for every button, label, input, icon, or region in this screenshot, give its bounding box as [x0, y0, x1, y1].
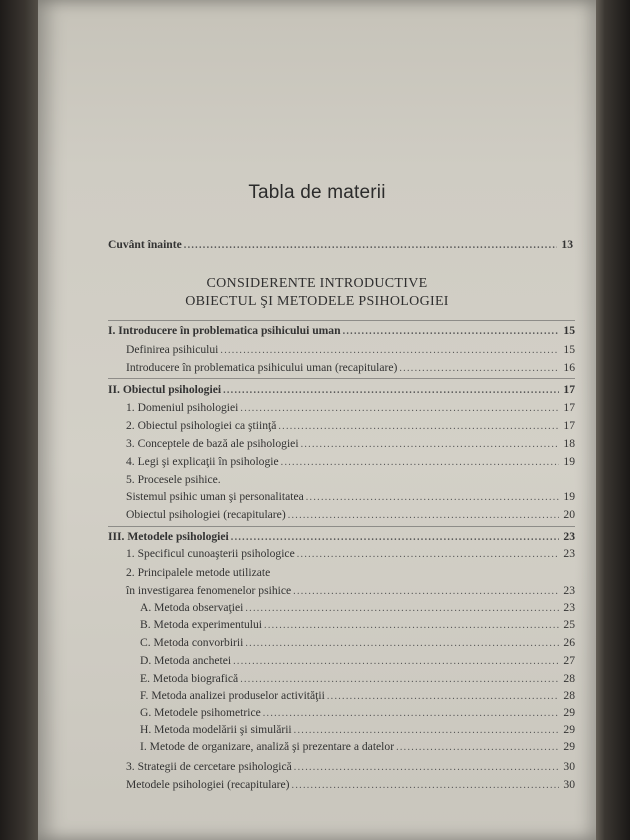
toc-entry-page: 28 [563, 672, 575, 685]
toc-entry [126, 508, 575, 523]
dot-leader [327, 690, 559, 704]
dot-leader [294, 761, 559, 775]
toc-entry-label: 1. Domeniul psihologiei [126, 401, 239, 414]
dot-leader [297, 548, 559, 562]
dot-leader [343, 325, 559, 339]
toc-subentry [140, 706, 575, 721]
toc-entry-label: Sistemul psihic uman şi personalitatea [126, 490, 304, 503]
toc-entry-page: 30 [563, 778, 575, 791]
toc-entry-label: Obiectul psihologiei (recapitulare) [126, 508, 286, 521]
toc-entry-page: 27 [563, 654, 575, 667]
dot-leader [240, 673, 559, 687]
dot-leader [231, 531, 559, 545]
toc-entry-foreword [108, 238, 573, 253]
toc-entry-label: A. Metoda observaţiei [140, 601, 244, 614]
toc-entry-page: 23 [563, 584, 575, 597]
dot-leader [240, 402, 559, 416]
toc-entry-page: 13 [561, 238, 573, 251]
dot-leader [399, 362, 559, 376]
toc-subentry [140, 740, 575, 755]
toc-entry [126, 584, 575, 599]
toc-entry-page: 23 [563, 547, 575, 560]
book-gutter-shadow [0, 0, 42, 840]
toc-entry-page: 23 [563, 601, 575, 614]
dot-leader [184, 239, 557, 253]
toc-subentry [140, 689, 575, 704]
toc-subentry [140, 636, 575, 651]
toc-subentry [140, 601, 575, 616]
toc-entry-label: Cuvânt înainte [108, 238, 182, 251]
toc-entry-label: Introducere în problematica psihicului uman (recapitulare) [126, 361, 398, 374]
toc-entry-label: 4. Legi şi explicaţii în psihologie [126, 455, 279, 468]
toc-subentry [140, 654, 575, 669]
dot-leader [245, 637, 559, 651]
toc-entry [126, 437, 575, 452]
toc-entry-page: 30 [563, 760, 575, 773]
dot-leader [264, 619, 559, 633]
toc-entry-page: 17 [563, 401, 575, 414]
toc-entry-label: Metodele psihologiei (recapitulare) [126, 778, 290, 791]
toc-chapter-1 [108, 324, 575, 339]
toc-entry-page: 17 [563, 419, 575, 432]
toc-entry-page: 19 [563, 455, 575, 468]
dot-leader [396, 741, 559, 755]
toc-chapter-title: II. Obiectul psihologiei [108, 383, 222, 396]
toc-entry-label: 2. Obiectul psihologiei ca ştiinţă [126, 419, 277, 432]
dot-leader [292, 779, 559, 793]
toc-entry-label: 3. Conceptele de bază ale psihologiei [126, 437, 299, 450]
toc-chapter-page: 23 [563, 530, 575, 543]
toc-entry-page: 29 [563, 706, 575, 719]
toc-entry [126, 778, 575, 793]
toc-entry-page: 15 [563, 343, 575, 356]
toc-entry-label: D. Metoda anchetei [140, 654, 232, 667]
toc-subentry [140, 672, 575, 687]
toc-entry-page: 20 [563, 508, 575, 521]
section-heading-line-2: OBIECTUL ŞI METODELE PSIHOLOGIEI [185, 294, 449, 309]
chapter-divider [108, 378, 575, 379]
toc-entry [126, 547, 575, 562]
dot-leader [306, 491, 559, 505]
toc-entry-label: F. Metoda analizei produselor activităţii [140, 689, 325, 702]
toc-chapter-title: I. Introducere în problematica psihicului uman [108, 324, 341, 337]
toc-entry [126, 473, 575, 487]
toc-entry [126, 490, 575, 505]
toc-entry [126, 455, 575, 470]
book-page [38, 0, 596, 840]
toc-entry [126, 760, 575, 775]
toc-chapter-title: III. Metodele psihologiei [108, 530, 229, 543]
toc-entry-label: Definirea psihicului [126, 343, 219, 356]
toc-entry-label: 2. Principalele metode utilizate [126, 566, 271, 579]
toc-entry [126, 401, 575, 416]
section-heading-line-1: CONSIDERENTE INTRODUCTIVE [206, 276, 428, 291]
toc-subentry [140, 723, 575, 738]
dot-leader [278, 420, 559, 434]
toc-entry-page: 19 [563, 490, 575, 503]
toc-entry-label: I. Metode de organizare, analiză şi prezentare a datelor [140, 740, 395, 753]
toc-entry-label: 1. Specificul cunoaşterii psihologice [126, 547, 295, 560]
toc-entry-page: 29 [563, 740, 575, 753]
toc-entry [126, 419, 575, 434]
toc-entry-label: G. Metodele psihometrice [140, 706, 261, 719]
dot-leader [233, 655, 559, 669]
toc-entry-label: 5. Procesele psihice. [126, 473, 221, 486]
dot-leader [294, 724, 559, 738]
dot-leader [288, 509, 559, 523]
dot-leader [293, 585, 559, 599]
toc-entry-label: C. Metoda convorbirii [140, 636, 244, 649]
toc-entry-page: 29 [563, 723, 575, 736]
toc-entry-page: 25 [563, 618, 575, 631]
toc-entry-page: 18 [563, 437, 575, 450]
dot-leader [220, 344, 559, 358]
toc-chapter-3 [108, 530, 575, 545]
toc-subentry [140, 618, 575, 633]
dot-leader [223, 384, 559, 398]
page-title: Tabla de materii [248, 182, 386, 203]
book-edge-shadow [594, 0, 630, 840]
toc-entry-label: H. Metoda modelării şi simulării [140, 723, 292, 736]
dot-leader [281, 456, 559, 470]
toc-entry-label: E. Metoda biografică [140, 672, 239, 685]
dot-leader [301, 438, 559, 452]
toc-entry-label: 3. Strategii de cercetare psihologică [126, 760, 292, 773]
toc-entry-label: în investigarea fenomenelor psihice [126, 584, 292, 597]
toc-entry-page: 28 [563, 689, 575, 702]
chapter-divider [108, 320, 575, 321]
dot-leader [263, 707, 559, 721]
toc-entry [126, 343, 575, 358]
toc-chapter-page: 17 [563, 383, 575, 396]
dot-leader [245, 602, 559, 616]
toc-entry [126, 361, 575, 376]
toc-entry-page: 26 [563, 636, 575, 649]
toc-entry [126, 566, 575, 580]
toc-entry-page: 16 [563, 361, 575, 374]
toc-chapter-2 [108, 383, 575, 398]
toc-entry-label: B. Metoda experimentului [140, 618, 263, 631]
toc-chapter-page: 15 [563, 324, 575, 337]
chapter-divider [108, 526, 575, 527]
